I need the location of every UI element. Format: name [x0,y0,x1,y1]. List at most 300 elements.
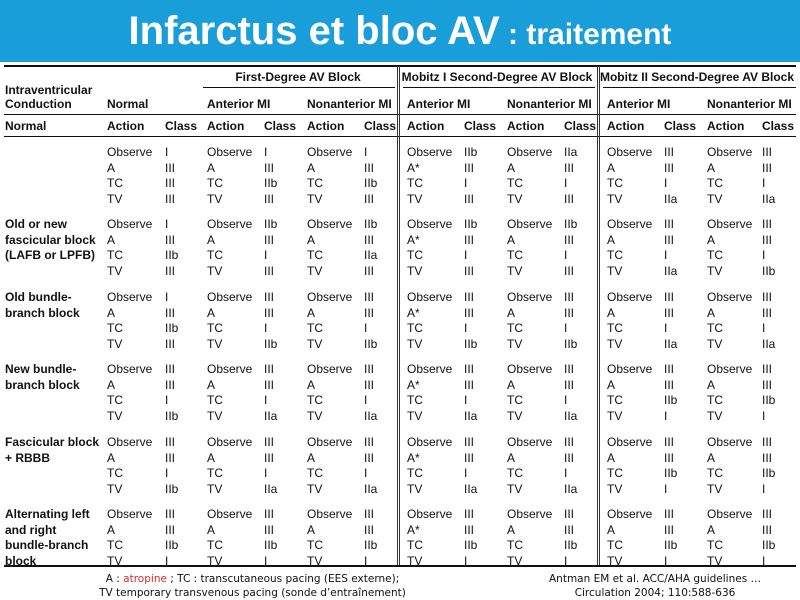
citation [520,572,790,600]
action-cell: A* [407,232,420,247]
action-cell: Observe [307,435,353,449]
action-cell: Observe [207,435,253,449]
class-cell: I [464,393,468,407]
action-cell: A [607,160,616,175]
legend-prefix: A : [105,573,124,585]
class-cell: I [364,145,368,159]
action-cell: TV [307,408,323,423]
class-cell: IIb [664,538,678,552]
action-cell: A [507,305,516,320]
action-cell: TV [707,553,723,568]
class-cell: III [564,290,575,304]
class-cell: I [664,481,668,496]
action-cell: Observe [407,145,453,159]
class-cell: IIb [762,466,776,480]
action-cell: TC [707,466,723,480]
class-cell: IIb [762,263,776,278]
class-cell: I [264,321,268,335]
table-bottom-rule [4,565,796,567]
class-cell: III [264,191,275,206]
class-cell: III [165,507,176,521]
class-cell: IIa [564,481,578,496]
class-cell: III [564,362,575,376]
class-cell: III [564,160,575,175]
action-cell: TV [507,408,523,423]
action-cell: TV [407,553,423,568]
class-cell: I [264,466,268,480]
action-cell: TC [107,466,123,480]
class-col-header: Class [664,119,697,133]
action-cell: A [307,450,316,465]
class-cell: III [464,362,475,376]
action-cell: TC [507,538,523,552]
class-cell: III [364,522,375,537]
class-cell: III [264,507,275,521]
row-label: branch block [5,377,80,392]
action-cell: TC [407,248,423,262]
group-separator-1 [397,66,400,565]
action-cell: Observe [207,217,253,231]
class-cell: III [564,507,575,521]
action-cell: TV [407,263,423,278]
class-cell: III [464,450,475,465]
table-top-rule [4,65,796,67]
class-cell: I [564,553,568,568]
action-cell: TC [307,176,323,190]
class-cell: III [364,232,375,247]
title-banner [0,0,800,62]
action-cell: Observe [707,362,753,376]
class-cell: IIa [364,248,378,262]
class-cell: IIb [464,336,478,351]
action-cell: A* [407,160,420,175]
action-cell: A [507,377,516,392]
action-cell: TC [407,538,423,552]
class-cell: IIb [564,336,578,351]
class-cell: III [264,435,275,449]
class-cell: III [664,362,675,376]
class-cell: III [364,362,375,376]
action-cell: A [107,450,116,465]
action-cell: Observe [507,217,553,231]
action-cell: TC [407,466,423,480]
action-cell: A [107,522,116,537]
class-cell: III [264,232,275,247]
class-cell: III [264,450,275,465]
class-cell: IIb [165,248,179,262]
action-cell: A [607,522,616,537]
action-cell: A [707,450,716,465]
legend-atropine: atropine [123,573,167,585]
action-cell: A [707,522,716,537]
class-cell: IIa [464,481,478,496]
class-cell: I [364,393,368,407]
row-label: New bundle- [5,362,77,376]
class-cell: III [165,450,176,465]
action-cell: Observe [107,290,153,304]
class-cell: III [264,305,275,320]
action-cell: Observe [507,435,553,449]
action-cell: TV [507,336,523,351]
class-col-header: Class [165,119,198,133]
action-cell: Observe [607,362,653,376]
class-cell: IIa [564,408,578,423]
action-cell: A [707,160,716,175]
action-cell: Observe [207,290,253,304]
legend-line-2: TV temporary transvenous pacing (sonde d’entraînement) [99,587,406,599]
class-cell: I [664,321,668,335]
action-cell: Observe [307,217,353,231]
action-cell: A* [407,450,420,465]
class-cell: I [165,393,169,407]
action-cell: TC [107,321,123,335]
normal-header: Normal [107,97,149,111]
class-cell: III [364,450,375,465]
class-cell: I [364,466,368,480]
class-cell: IIb [364,176,378,190]
class-cell: III [664,522,675,537]
legend-suffix: ; TC : transcutaneous pacing (EES externe); [166,573,400,585]
class-cell: III [165,305,176,320]
action-cell: TV [707,408,723,423]
action-cell: TV [307,263,323,278]
action-cell: Observe [107,217,153,231]
class-cell: III [664,507,675,521]
class-cell: III [464,263,475,278]
class-cell: I [762,321,766,335]
row-label: block [5,553,37,568]
action-cell: TV [607,336,623,351]
action-cell: A [307,522,316,537]
group-rule-3 [603,87,796,88]
row-label: branch block [5,305,80,320]
action-cell: A* [407,377,420,392]
action-cell: Observe [707,145,753,159]
action-cell: TC [507,393,523,407]
citation-line-1: Antman EM et al. ACC/AHA guidelines … [549,573,761,585]
action-cell: TC [507,466,523,480]
class-cell: III [664,290,675,304]
class-cell: III [165,435,176,449]
action-cell: TV [407,191,423,206]
action-cell: TV [607,481,623,496]
class-cell: IIb [464,217,478,231]
class-cell: I [664,176,668,190]
class-cell: I [564,466,568,480]
action-cell: TC [107,393,123,407]
class-cell: I [762,176,766,190]
action-cell: TC [707,248,723,262]
row-label: Old bundle- [5,290,72,304]
title-separator: : [499,18,527,51]
action-cell: Observe [607,507,653,521]
class-cell: III [762,305,773,320]
action-cell: TC [407,321,423,335]
class-cell: I [165,290,169,304]
class-cell: III [165,232,176,247]
action-cell: A [207,522,216,537]
action-cell: TC [107,248,123,262]
class-cell: IIa [564,145,578,159]
class-cell: IIb [364,336,378,351]
class-cell: IIb [464,145,478,159]
class-cell: I [564,321,568,335]
action-cell: A [707,377,716,392]
class-cell: III [264,263,275,278]
row-label: fascicular block [5,232,96,247]
action-cell: A [507,450,516,465]
class-cell: III [364,305,375,320]
action-cell: TV [207,336,223,351]
action-cell: A [207,305,216,320]
row-label: bundle-branch [5,538,89,552]
action-cell: TC [307,393,323,407]
class-cell: III [564,305,575,320]
action-cell: TC [207,248,223,262]
class-cell: IIb [762,538,776,552]
class-cell: IIa [762,336,776,351]
action-cell: TV [107,481,123,496]
class-cell: I [464,466,468,480]
action-cell: TV [707,481,723,496]
row-label: Alternating left [5,507,90,521]
action-cell: TC [307,466,323,480]
action-cell: TV [307,553,323,568]
action-header-rule [4,136,796,137]
action-cell: A [307,232,316,247]
class-col-header: Class [264,119,297,133]
action-cell: TV [607,263,623,278]
class-cell: III [364,377,375,392]
class-cell: III [464,507,475,521]
header-bottom-rule [4,114,796,115]
action-cell: TV [507,481,523,496]
action-cell: A [607,377,616,392]
action-cell: A [207,232,216,247]
action-cell: Observe [207,145,253,159]
action-cell: Observe [407,290,453,304]
action-cell: A* [407,522,420,537]
class-cell: IIa [364,481,378,496]
class-cell: IIb [364,538,378,552]
action-cell: A [507,522,516,537]
action-cell: Observe [107,362,153,376]
action-col-header: Action [607,119,645,133]
class-cell: IIa [664,336,678,351]
citation-line-2: Circulation 2004; 110:588-636 [574,587,736,599]
row-label: + RBBB [5,450,51,465]
av-block-table [0,62,800,570]
class-cell: III [664,232,675,247]
class-cell: III [762,217,773,231]
class-cell: I [464,553,468,568]
action-cell: Observe [707,435,753,449]
action-cell: A [107,377,116,392]
action-cell: Observe [107,507,153,521]
class-cell: III [564,435,575,449]
action-cell: TC [607,538,623,552]
action-cell: Observe [607,290,653,304]
action-cell: TC [607,176,623,190]
action-cell: Observe [607,435,653,449]
class-cell: I [165,466,169,480]
action-cell: TV [207,408,223,423]
action-cell: TC [207,321,223,335]
action-cell: TV [507,191,523,206]
class-cell: III [664,435,675,449]
class-cell: I [165,145,169,159]
class-cell: I [564,248,568,262]
class-col-header: Class [564,119,597,133]
action-cell: TC [207,393,223,407]
class-cell: IIb [464,538,478,552]
action-cell: Observe [407,217,453,231]
class-cell: IIb [264,538,278,552]
class-cell: III [364,290,375,304]
action-cell: A* [407,305,420,320]
class-cell: I [564,393,568,407]
class-cell: I [664,408,668,423]
class-cell: I [264,248,268,262]
class-cell: III [762,232,773,247]
row-label-normal-header: Normal [5,119,47,133]
action-cell: TV [107,263,123,278]
action-cell: Observe [507,362,553,376]
class-cell: III [165,160,176,175]
class-cell: III [364,507,375,521]
class-cell: IIb [165,408,179,423]
row-label: (LAFB or LPFB) [5,248,95,262]
group-rule-2 [403,87,595,88]
row-label: Old or new [5,217,68,231]
action-cell: Observe [407,362,453,376]
class-cell: IIb [264,336,278,351]
action-cell: Observe [307,362,353,376]
action-cell: A [607,232,616,247]
class-cell: III [264,290,275,304]
action-cell: TV [407,481,423,496]
action-cell: TC [307,248,323,262]
action-cell: TV [207,191,223,206]
class-cell: I [264,393,268,407]
action-cell: TC [207,538,223,552]
class-cell: IIb [264,176,278,190]
action-cell: TV [107,336,123,351]
class-cell: III [564,522,575,537]
class-cell: III [564,377,575,392]
class-cell: I [762,553,766,568]
class-cell: IIa [762,191,776,206]
action-cell: TC [507,321,523,335]
title-subtitle: traitement [526,18,672,51]
class-cell: III [264,362,275,376]
class-cell: III [762,145,773,159]
class-cell: I [464,248,468,262]
class-cell: III [464,305,475,320]
action-cell: TC [707,538,723,552]
action-cell: Observe [207,507,253,521]
class-cell: III [464,522,475,537]
class-cell: III [364,435,375,449]
class-cell: III [165,377,176,392]
class-cell: III [264,377,275,392]
class-cell: I [464,321,468,335]
class-cell: III [564,450,575,465]
action-cell: Observe [407,507,453,521]
class-cell: III [762,522,773,537]
action-cell: Observe [307,145,353,159]
class-cell: III [762,362,773,376]
class-cell: IIb [564,217,578,231]
action-cell: TV [407,336,423,351]
class-cell: III [364,263,375,278]
action-cell: TV [307,336,323,351]
action-cell: TC [407,393,423,407]
class-cell: III [165,176,176,190]
class-cell: III [165,522,176,537]
class-cell: III [464,290,475,304]
group-title: Mobitz I Second-Degree AV Block [401,70,593,84]
action-cell: TV [107,408,123,423]
action-cell: Observe [507,507,553,521]
class-cell: III [762,160,773,175]
action-col-header: Action [407,119,445,133]
class-cell: I [762,481,766,496]
action-cell: TC [607,466,623,480]
subheader-nonanterior: Nonanterior MI [507,97,592,111]
class-cell: III [564,263,575,278]
subheader-anterior: Anterior MI [407,97,471,111]
action-cell: TV [707,336,723,351]
action-cell: A [707,232,716,247]
class-cell: III [364,160,375,175]
action-cell: TV [307,191,323,206]
class-cell: III [664,305,675,320]
class-cell: IIb [564,538,578,552]
action-cell: TV [107,553,123,568]
action-cell: TC [707,321,723,335]
class-cell: I [762,408,766,423]
action-cell: A [207,377,216,392]
action-cell: TC [307,538,323,552]
class-cell: III [464,232,475,247]
action-cell: Observe [707,217,753,231]
class-cell: III [464,191,475,206]
action-cell: TV [607,553,623,568]
action-cell: Observe [707,507,753,521]
class-cell: IIa [664,191,678,206]
action-cell: A [507,160,516,175]
class-col-header: Class [464,119,497,133]
class-cell: I [165,553,169,568]
class-cell: IIa [364,408,378,423]
class-cell: III [264,160,275,175]
subheader-anterior: Anterior MI [207,97,271,111]
action-cell: TC [607,321,623,335]
class-cell: IIb [664,393,678,407]
class-col-header: Class [762,119,795,133]
class-cell: I [762,248,766,262]
action-cell: TV [107,191,123,206]
action-cell: TC [707,393,723,407]
action-cell: Observe [107,145,153,159]
class-cell: III [464,435,475,449]
action-cell: A [107,160,116,175]
action-cell: TV [207,553,223,568]
class-cell: I [564,176,568,190]
class-cell: III [664,377,675,392]
action-cell: A [207,160,216,175]
